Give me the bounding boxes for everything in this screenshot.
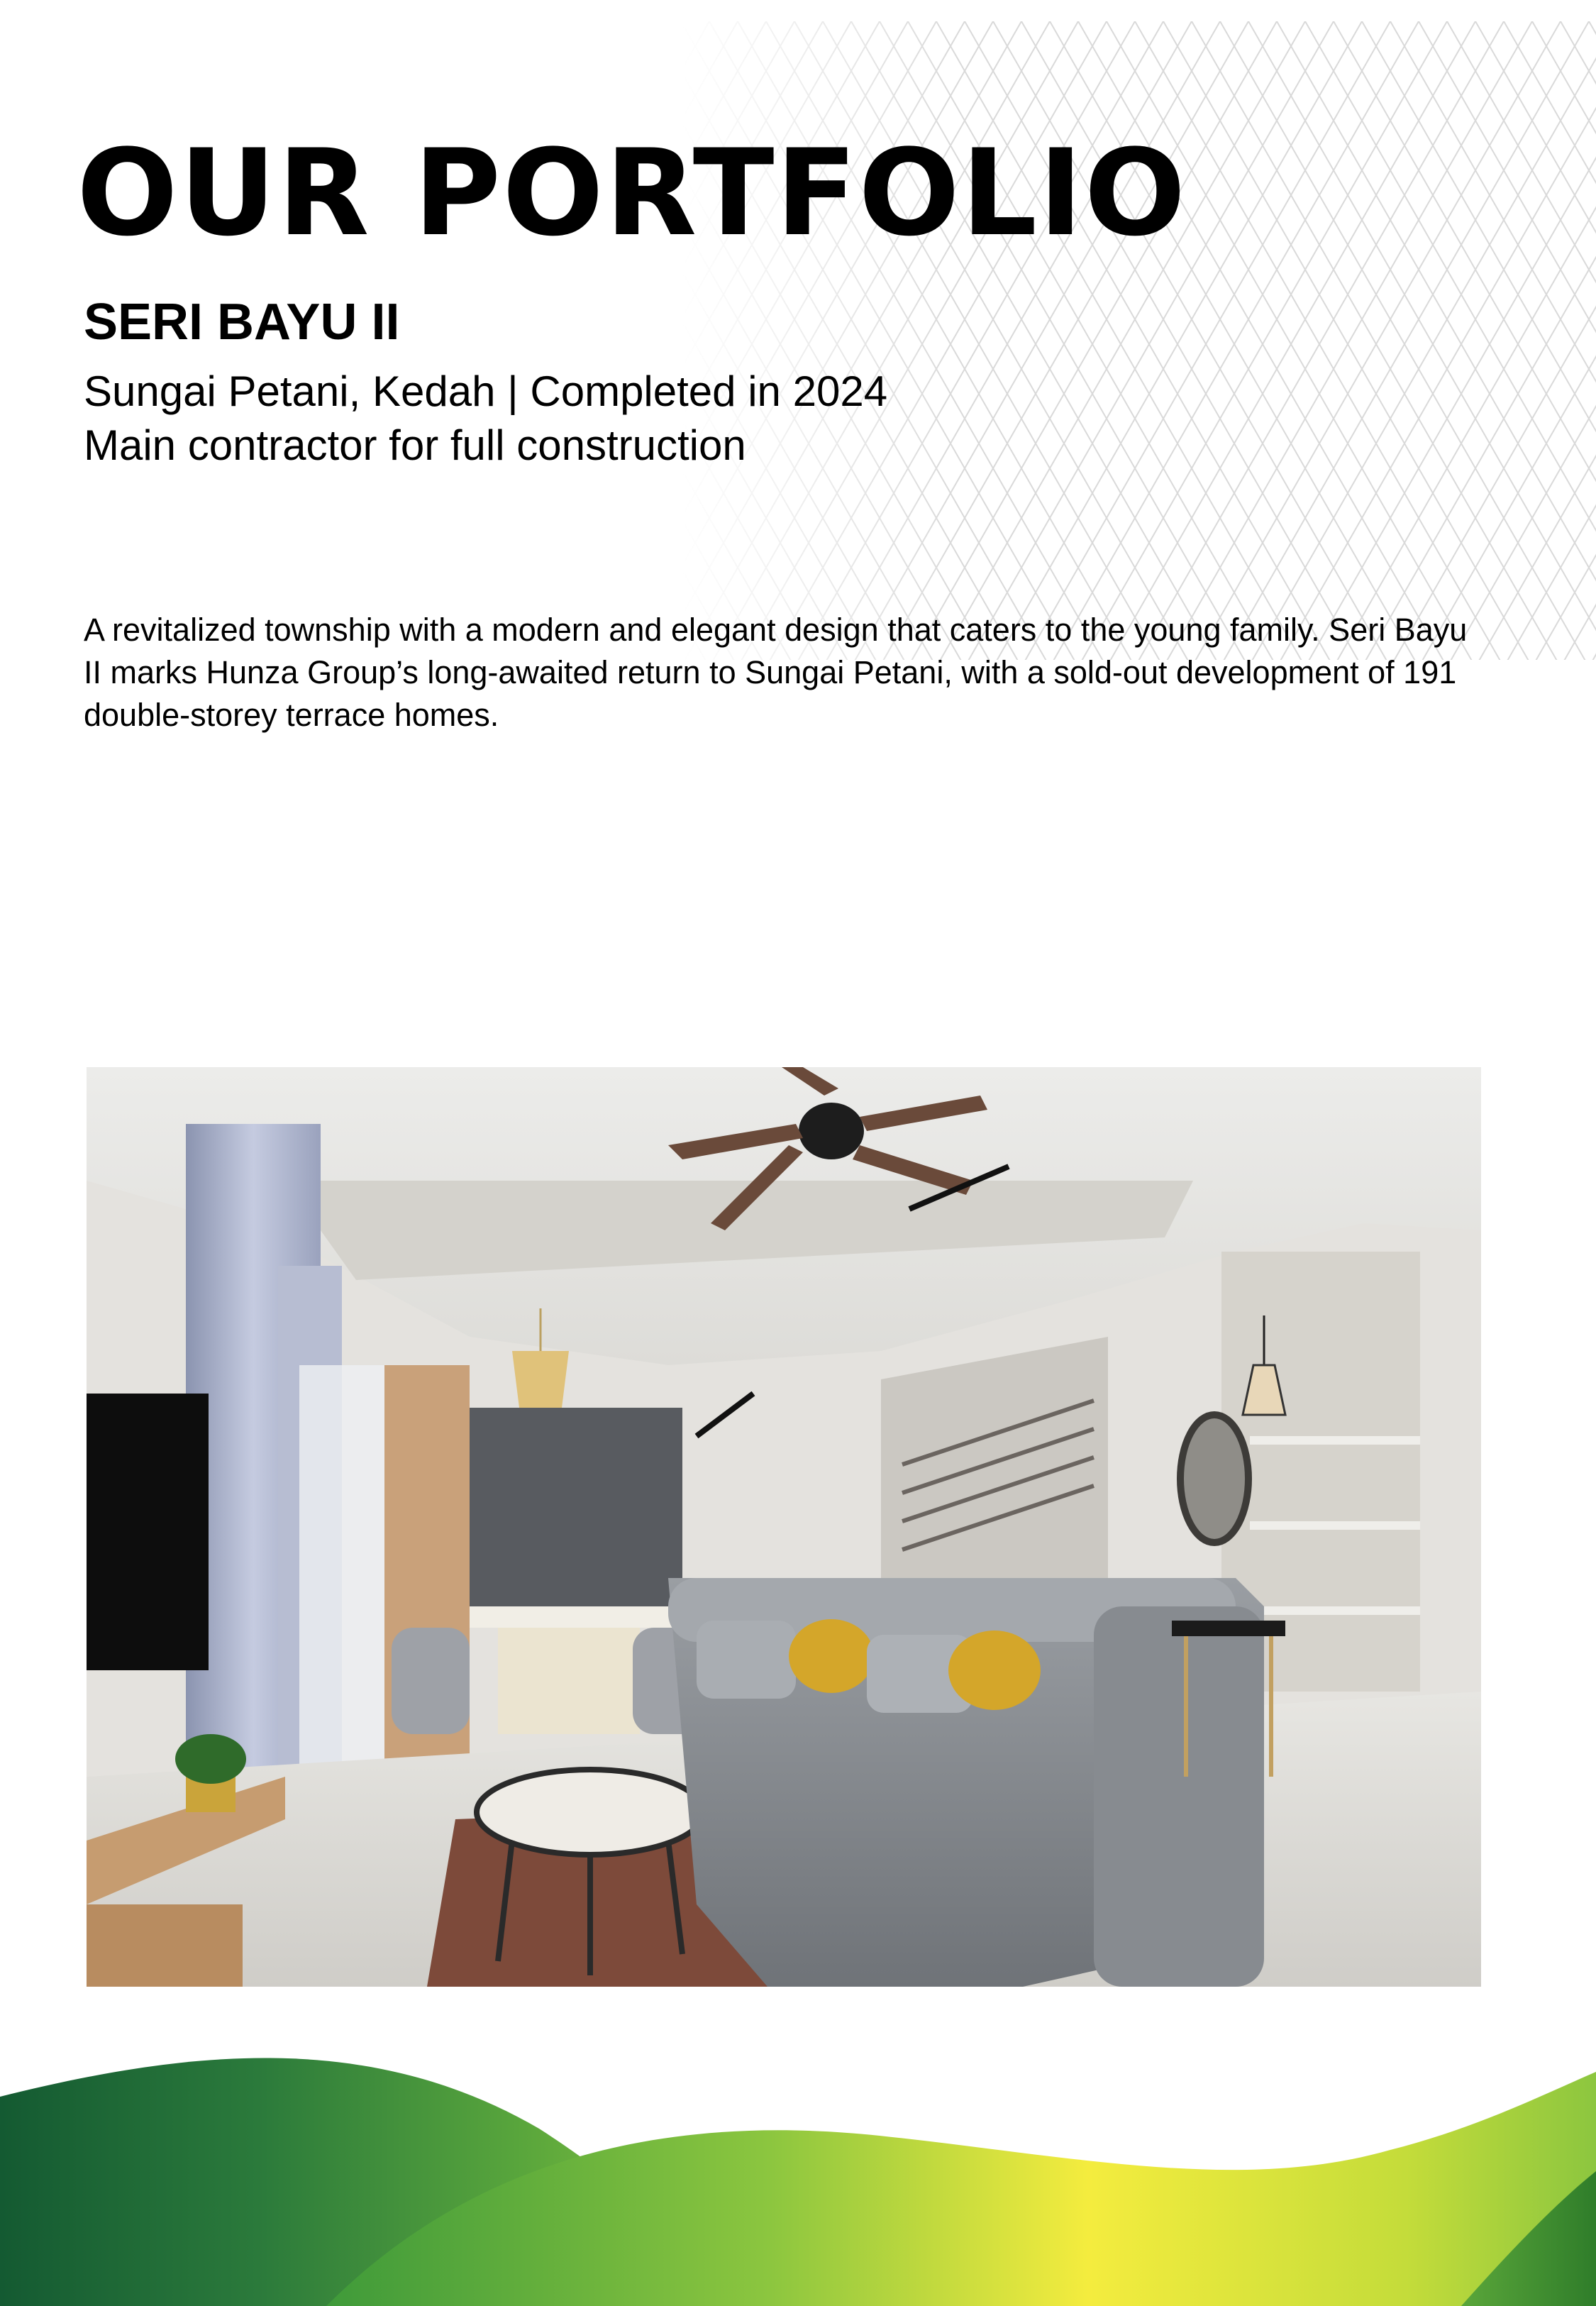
living-room-photo bbox=[87, 1067, 1481, 1987]
page-title: OUR PORTFOLIO bbox=[77, 123, 1187, 263]
diamond-pattern-background bbox=[681, 21, 1596, 660]
project-role: Main contractor for full construction bbox=[84, 421, 746, 469]
decorative-wave-footer bbox=[0, 2029, 1596, 2306]
project-description: A revitalized township with a modern and elegant design that caters to the young family. Seri Bayu II marks Hunza Group’s long-awaited return to Sungai Petani, with a sold-out development of 191 double-storey terrace homes. bbox=[84, 612, 1468, 733]
project-name: SERI BAYU II bbox=[84, 294, 400, 351]
project-location: Sungai Petani, Kedah | Completed in 2024 bbox=[84, 368, 888, 415]
